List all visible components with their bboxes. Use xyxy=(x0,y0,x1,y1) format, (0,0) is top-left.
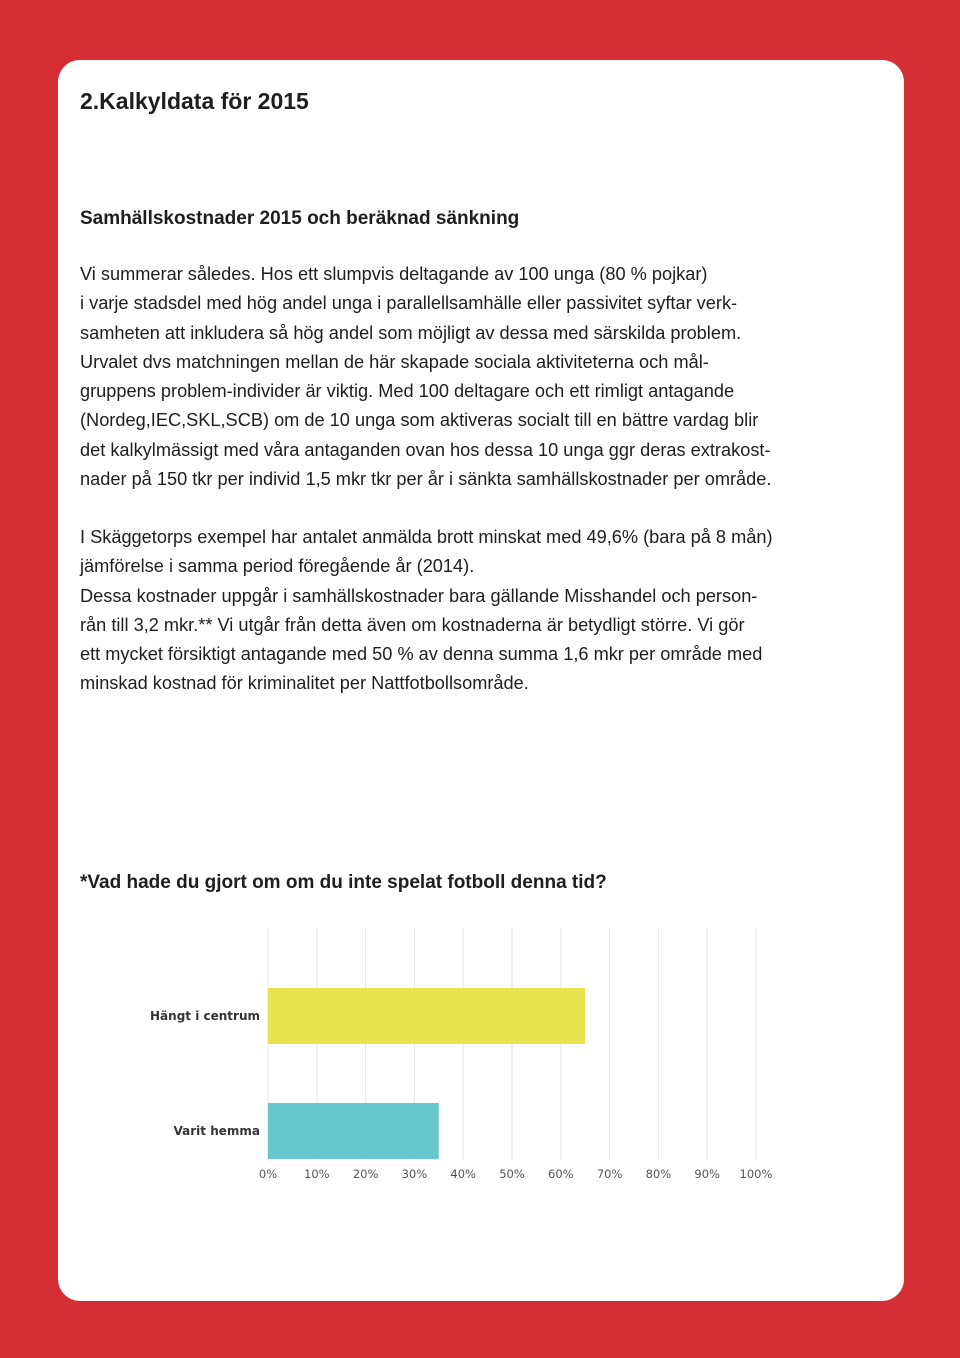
text-line: Urvalet dvs matchningen mellan de här skapade sociala aktiviteterna och mål- xyxy=(80,351,709,372)
text-line: jämförelse i samma period föregående år (2014). xyxy=(80,556,475,577)
text-line: nader på 150 tkr per individ 1,5 mkr tkr per år i sänkta samhällskostnader per område. xyxy=(80,469,772,490)
x-tick-label: 20% xyxy=(352,1167,379,1181)
text-line: Dessa kostnader uppgår i samhällskostnader bara gällande Misshandel och person- xyxy=(80,585,758,606)
survey-bar-chart xyxy=(150,924,773,1204)
text-line: minskad kostnad för kriminalitet per Nattfotbollsområde. xyxy=(80,673,529,694)
x-tick-label: 0% xyxy=(258,1167,278,1181)
text-line: i varje stadsdel med hög andel unga i parallellsamhälle eller passivitet syftar verk- xyxy=(80,293,738,314)
text-line: ett mycket försiktigt antagande med 50 % av denna summa 1,6 mkr per område med xyxy=(80,644,763,665)
text-line: det kalkylmässigt med våra antaganden ovan hos dessa 10 unga ggr deras extrakost- xyxy=(80,439,771,460)
chart-svg xyxy=(150,924,773,1204)
document-page xyxy=(58,60,904,1301)
text-line: Vi summerar således. Hos ett slumpvis deltagande av 100 unga (80 % pojkar) xyxy=(80,264,708,284)
paragraph-summary xyxy=(80,260,890,494)
x-tick-label: 50% xyxy=(499,1167,525,1181)
x-tick-label: 80% xyxy=(645,1167,672,1181)
paragraph-skaggetorp xyxy=(80,523,890,699)
text-line: (Nordeg,IEC,SKL,SCB) om de 10 unga som aktiveras socialt till en bättre vardag blir xyxy=(80,410,759,431)
category-label: Varit hemma xyxy=(173,1124,260,1138)
bar xyxy=(268,1103,439,1159)
text-line: rån till 3,2 mkr.** Vi utgår från detta även om kostnaderna är betydligt större. Vi gör xyxy=(80,614,745,635)
x-tick-label: 90% xyxy=(694,1167,720,1181)
page-title: 2.Kalkyldata för 2015 xyxy=(80,88,309,114)
x-tick-label: 100% xyxy=(739,1167,773,1181)
x-tick-label: 30% xyxy=(401,1167,428,1181)
section-heading: Samhällskostnader 2015 och beräknad sänkning xyxy=(80,208,520,229)
chart-question: *Vad hade du gjort om om du inte spelat fotboll denna tid? xyxy=(80,872,607,893)
x-tick-label: 70% xyxy=(596,1167,623,1181)
x-tick-label: 10% xyxy=(304,1167,330,1181)
x-tick-label: 40% xyxy=(450,1167,476,1181)
text-line: gruppens problem-individer är viktig. Med 100 deltagare och ett rimligt antagande xyxy=(80,381,735,402)
bar xyxy=(268,988,585,1044)
category-label: Hängt i centrum xyxy=(150,1009,260,1023)
text-line: samheten att inkludera så hög andel som möjligt av dessa med särskilda problem. xyxy=(80,322,742,343)
x-tick-label: 60% xyxy=(548,1167,574,1181)
text-line: I Skäggetorps exempel har antalet anmälda brott minskat med 49,6% (bara på 8 mån) xyxy=(80,527,773,547)
